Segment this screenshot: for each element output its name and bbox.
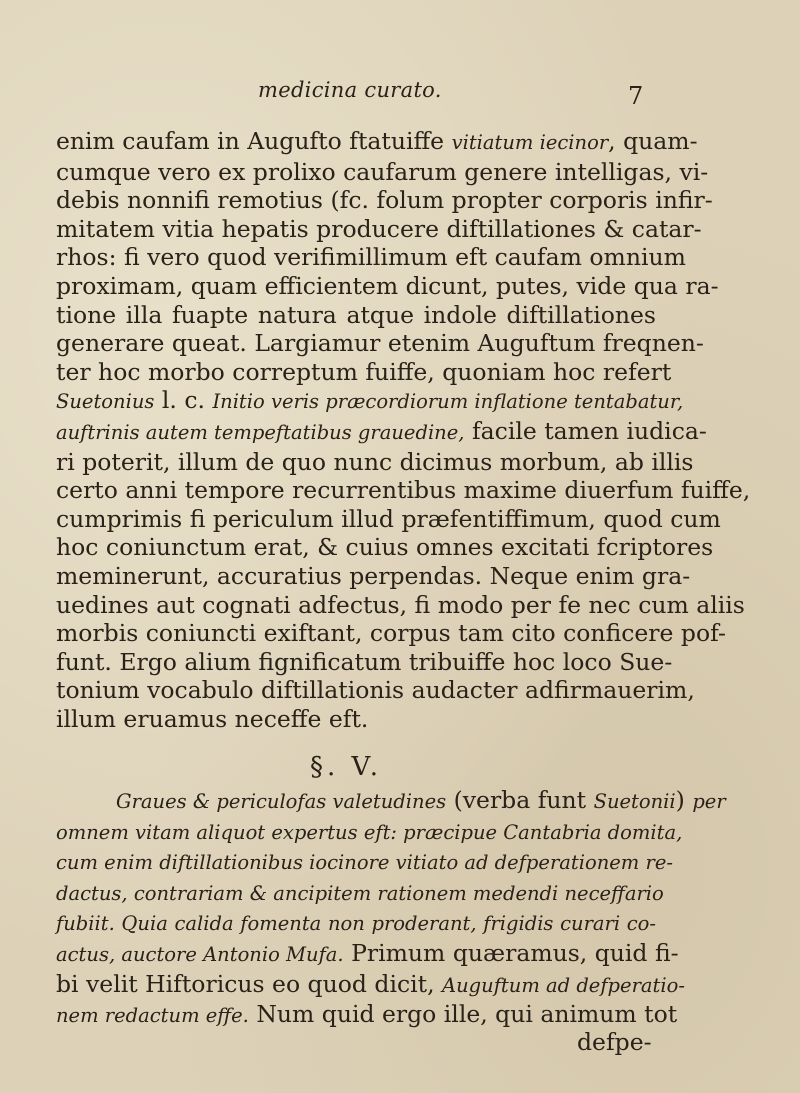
text-line bbox=[56, 243, 686, 272]
text-span: hoc coniunctum erat, & cuius omnes excitati fcriptores bbox=[56, 533, 714, 562]
text-line bbox=[56, 647, 673, 677]
text-line bbox=[56, 561, 691, 591]
text-span: mitatem vitia hepatis producere diftillationes & catar- bbox=[56, 214, 702, 243]
text-line bbox=[56, 878, 664, 909]
text-span: illum eruamus neceffe eft. bbox=[56, 704, 369, 733]
text-line bbox=[56, 476, 751, 505]
text-span: cumque vero ex prolixo caufarum genere intelligas, vi- bbox=[56, 157, 709, 186]
text-span: Num quid ergo ille, qui animum tot bbox=[248, 1000, 678, 1029]
text-line bbox=[56, 676, 695, 705]
text-line bbox=[56, 416, 707, 448]
italic-span: Auguftum ad defperatio- bbox=[442, 973, 685, 997]
text-span: facile tamen iudica- bbox=[464, 416, 707, 445]
text-span: ter hoc morbo correptum fuiffe, quoniam hoc refert bbox=[56, 357, 672, 386]
italic-span: auftrinis autem tempeftatibus grauedine, bbox=[56, 420, 465, 444]
text-span: funt. Ergo alium fignificatum tribuiffe hoc loco Sue- bbox=[56, 647, 673, 676]
text-line bbox=[56, 271, 719, 301]
text-span: Primum quæramus, quid fi- bbox=[343, 938, 679, 967]
text-span: meminerunt, accuratius perpendas. Neque enim gra- bbox=[56, 561, 691, 590]
text-span: generare queat. Largiamur etenim Auguftum freqnen- bbox=[56, 329, 704, 358]
text-span: , quam- bbox=[608, 127, 698, 155]
text-line bbox=[56, 157, 709, 187]
text-line bbox=[56, 847, 673, 878]
text-line bbox=[56, 619, 726, 648]
text-span: certo anni tempore recurrentibus maxime diuerfum fuiffe, bbox=[56, 476, 751, 505]
text-line bbox=[56, 1000, 678, 1031]
italic-span: fubiit. Quia calida fomenta non proderant, frigidis curari co- bbox=[56, 912, 656, 936]
text-line bbox=[56, 705, 656, 734]
text-span: enim caufam in Augufto ftatuiffe bbox=[56, 127, 452, 155]
text-line bbox=[56, 786, 726, 817]
text-span: ) bbox=[675, 786, 693, 814]
italic-span: omnem vitam aliquot expertus eft: præcipue Cantabria domita, bbox=[56, 820, 683, 844]
italic-span: cum enim diftillationibus iocinore vitiato ad defperationem re- bbox=[56, 851, 673, 875]
paragraph-1 bbox=[56, 127, 751, 733]
italic-span: Suetonii bbox=[593, 790, 676, 813]
running-title: medicina curato. bbox=[258, 78, 442, 102]
text-line bbox=[56, 533, 714, 562]
text-span: rhos: fi vero quod verifimillimum eft caufam omnium bbox=[56, 243, 686, 272]
text-line bbox=[56, 214, 702, 244]
text-span: proximam, quam efficientem dicunt, putes, vide qua ra- bbox=[56, 271, 719, 300]
text-line bbox=[56, 447, 694, 477]
text-line bbox=[56, 590, 745, 620]
paragraph-2 bbox=[56, 786, 726, 1031]
text-line bbox=[56, 908, 656, 939]
italic-span: nem redactum effe. bbox=[56, 1004, 249, 1028]
text-line bbox=[56, 186, 713, 215]
italic-span: Initio veris præcordiorum inflatione tentabatur, bbox=[212, 390, 684, 414]
text-span: tione illa fuapte natura atque indole diftillationes bbox=[56, 300, 656, 329]
catchword: defpe- bbox=[577, 1028, 652, 1056]
text-line bbox=[56, 329, 704, 358]
text-span: (verba funt bbox=[446, 786, 594, 814]
text-span: ri poterit, illum de quo nunc dicimus morbum, ab illis bbox=[56, 447, 694, 476]
text-line bbox=[56, 127, 698, 158]
text-span: debis nonnifi remotius (fc. folum propter corporis infir- bbox=[56, 186, 713, 215]
page-number: 7 bbox=[628, 82, 644, 110]
text-span: tonium vocabulo diftillationis audacter adfirmauerim, bbox=[56, 676, 695, 705]
text-line bbox=[56, 504, 721, 534]
page-header bbox=[0, 78, 800, 108]
text-span: uedines aut cognati adfectus, fi modo per fe nec cum aliis bbox=[56, 590, 745, 619]
text-span: morbis coniuncti exiftant, corpus tam cito conficere pof- bbox=[56, 619, 726, 648]
text-line bbox=[56, 969, 685, 1001]
text-line bbox=[56, 817, 683, 848]
text-line bbox=[56, 386, 684, 417]
italic-span: per bbox=[692, 790, 726, 813]
italic-span: actus, auctore Antonio Mufa. bbox=[56, 942, 344, 966]
italic-span: vitiatum iecinor bbox=[451, 131, 609, 154]
text-line bbox=[56, 938, 679, 970]
text-line bbox=[56, 301, 656, 330]
text-span: bi velit Hiftoricus eo quod dicit, bbox=[56, 969, 443, 998]
italic-span: Suetonius bbox=[56, 390, 155, 414]
italic-span: Graues & periculofas valetudines bbox=[116, 790, 447, 813]
text-line bbox=[56, 357, 672, 387]
text-span: cumprimis fi periculum illud præfentiffimum, quod cum bbox=[56, 504, 721, 533]
italic-span: dactus, contrariam & ancipitem rationem medendi neceffario bbox=[56, 881, 664, 905]
section-heading: §. V. bbox=[310, 752, 383, 782]
text-span: l. c. bbox=[154, 386, 213, 415]
